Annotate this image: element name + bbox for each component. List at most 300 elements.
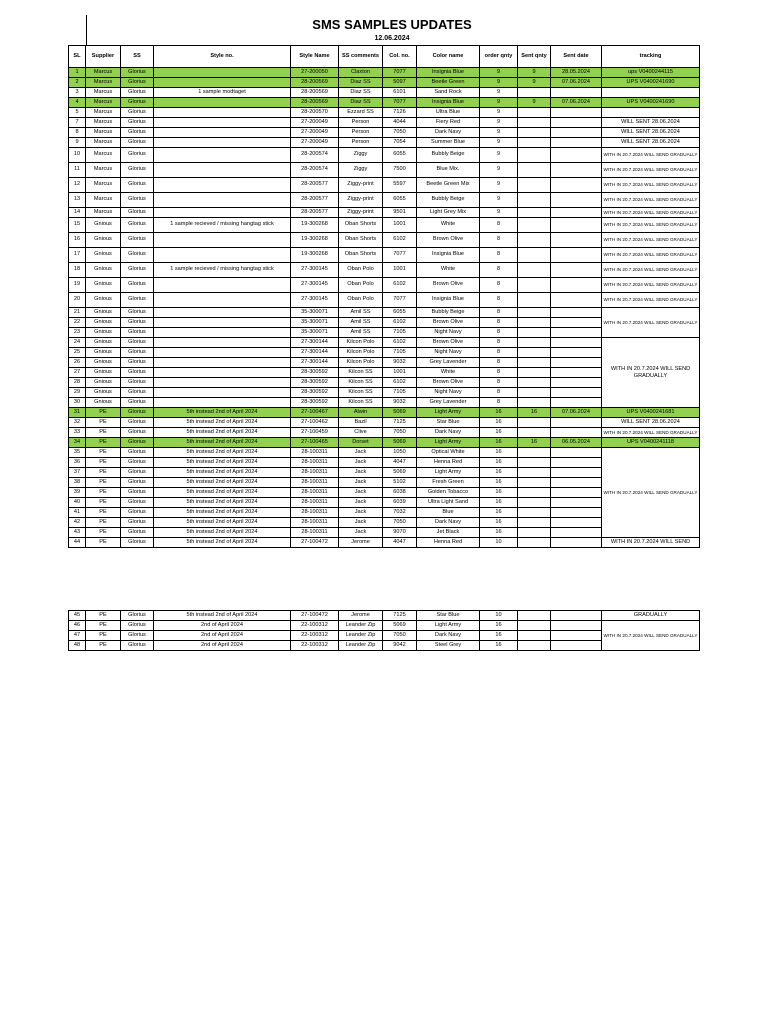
tracking-cell: WITH IN 20.7.2024 WILL SEND GRADUALLY <box>602 248 700 263</box>
sent-date-cell <box>551 108 602 118</box>
ss-cell: Glorius <box>121 248 154 263</box>
supplier-cell: PE <box>86 428 121 438</box>
ss-cell: Glorius <box>121 178 154 193</box>
style-name-cell: 27-300144 <box>291 348 339 358</box>
sl-cell: 8 <box>69 128 86 138</box>
color-name-cell: Beetle Green Mix <box>417 178 480 193</box>
table-row <box>69 193 700 208</box>
order-qnty-cell: 8 <box>480 233 518 248</box>
supplier-cell: Gnious <box>86 378 121 388</box>
sl-cell: 31 <box>69 408 86 418</box>
style-name-cell: 27-100472 <box>291 538 339 548</box>
ss-cell: Glorius <box>121 208 154 218</box>
sent-qnty-cell <box>518 88 551 98</box>
samples-table-continued <box>68 610 700 651</box>
color-name-cell: Brown Olive <box>417 378 480 388</box>
sent-date-cell <box>551 138 602 148</box>
style-no-cell <box>154 163 291 178</box>
ss-comments-cell: Claxton <box>339 68 383 78</box>
col-no-cell: 7077 <box>383 248 417 263</box>
order-qnty-cell: 9 <box>480 148 518 163</box>
ss-cell: Glorius <box>121 308 154 318</box>
supplier-cell: PE <box>86 498 121 508</box>
order-qnty-cell: 16 <box>480 468 518 478</box>
color-name-cell: Insignia Blue <box>417 293 480 308</box>
style-name-cell: 27-100467 <box>291 408 339 418</box>
sent-date-cell <box>551 308 602 318</box>
ss-comments-cell: Oban Shorts <box>339 218 383 233</box>
supplier-cell: PE <box>86 518 121 528</box>
order-qnty-cell: 16 <box>480 448 518 458</box>
sent-date-cell <box>551 118 602 128</box>
supplier-cell: Marcus <box>86 108 121 118</box>
style-no-cell <box>154 278 291 293</box>
order-qnty-cell: 8 <box>480 398 518 408</box>
order-qnty-cell: 8 <box>480 263 518 278</box>
sl-cell: 36 <box>69 458 86 468</box>
samples-table <box>68 45 700 548</box>
style-no-cell <box>154 358 291 368</box>
tracking-cell: UPS V0400241690 <box>602 98 700 108</box>
sent-qnty-cell <box>518 163 551 178</box>
sent-qnty-cell: 16 <box>518 408 551 418</box>
sent-date-cell: 06.05.2024 <box>551 438 602 448</box>
order-qnty-cell: 16 <box>480 428 518 438</box>
style-no-cell <box>154 138 291 148</box>
ss-comments-cell: Ziggy <box>339 148 383 163</box>
sent-qnty-cell <box>518 138 551 148</box>
tracking-cell: WITH IN 20.7.2024 WILL SEND GRADUALLY <box>602 448 700 538</box>
sl-cell: 23 <box>69 328 86 338</box>
sl-cell: 2 <box>69 78 86 88</box>
order-qnty-cell: 16 <box>480 508 518 518</box>
style-no-cell <box>154 328 291 338</box>
sl-cell: 40 <box>69 498 86 508</box>
supplier-cell: Gnious <box>86 398 121 408</box>
header-order-qnty: order qnty <box>480 46 518 68</box>
style-no-cell: 2nd of April 2024 <box>154 641 291 651</box>
color-name-cell: Light Army <box>417 438 480 448</box>
tracking-cell: WILL SENT 28.06.2024 <box>602 138 700 148</box>
order-qnty-cell: 16 <box>480 418 518 428</box>
color-name-cell: Henna Red <box>417 458 480 468</box>
table-row <box>69 98 700 108</box>
supplier-cell: Gnious <box>86 263 121 278</box>
style-no-cell <box>154 118 291 128</box>
table-row <box>69 78 700 88</box>
ss-comments-cell: Amil SS <box>339 328 383 338</box>
sent-date-cell <box>551 388 602 398</box>
style-no-cell <box>154 398 291 408</box>
col-no-cell: 6039 <box>383 498 417 508</box>
col-no-cell: 7050 <box>383 518 417 528</box>
sent-date-cell <box>551 498 602 508</box>
ss-comments-cell: Kilcon SS <box>339 388 383 398</box>
color-name-cell: Light Army <box>417 408 480 418</box>
supplier-cell: Marcus <box>86 208 121 218</box>
ss-cell: Glorius <box>121 458 154 468</box>
ss-comments-cell: Clive <box>339 428 383 438</box>
ss-comments-cell: Jack <box>339 518 383 528</box>
order-qnty-cell: 16 <box>480 498 518 508</box>
sent-qnty-cell <box>518 528 551 538</box>
sent-qnty-cell <box>518 518 551 528</box>
color-name-cell: Sand Rock <box>417 88 480 98</box>
tracking-cell: ups V0400244115 <box>602 68 700 78</box>
style-name-cell: 27-200049 <box>291 118 339 128</box>
supplier-cell: Marcus <box>86 138 121 148</box>
color-name-cell: Light Army <box>417 468 480 478</box>
col-no-cell: 5069 <box>383 468 417 478</box>
style-name-cell: 28-200577 <box>291 193 339 208</box>
ss-cell: Glorius <box>121 218 154 233</box>
col-no-cell: 6055 <box>383 308 417 318</box>
sent-qnty-cell <box>518 233 551 248</box>
sent-qnty-cell <box>518 208 551 218</box>
order-qnty-cell: 8 <box>480 278 518 293</box>
style-no-cell <box>154 368 291 378</box>
sent-qnty-cell <box>518 358 551 368</box>
color-name-cell: Insignia Blue <box>417 248 480 263</box>
ss-cell: Glorius <box>121 631 154 641</box>
sl-cell: 42 <box>69 518 86 528</box>
col-no-cell: 1001 <box>383 368 417 378</box>
sl-cell: 19 <box>69 278 86 293</box>
col-no-cell: 7050 <box>383 128 417 138</box>
sent-date-cell <box>551 163 602 178</box>
supplier-cell: Gnious <box>86 318 121 328</box>
sl-cell: 22 <box>69 318 86 328</box>
sl-cell: 16 <box>69 233 86 248</box>
sent-date-cell <box>551 631 602 641</box>
style-no-cell: 5th instead 2nd of April 2024 <box>154 508 291 518</box>
style-name-cell: 28-100311 <box>291 528 339 538</box>
style-no-cell: 5th instead 2nd of April 2024 <box>154 611 291 621</box>
ss-cell: Glorius <box>121 328 154 338</box>
col-no-cell: 7050 <box>383 428 417 438</box>
ss-comments-cell: Oban Polo <box>339 278 383 293</box>
ss-comments-cell: Jack <box>339 468 383 478</box>
style-name-cell: 35-300071 <box>291 328 339 338</box>
ss-cell: Glorius <box>121 438 154 448</box>
ss-comments-cell: Person <box>339 118 383 128</box>
order-qnty-cell: 16 <box>480 528 518 538</box>
style-name-cell: 28-300592 <box>291 368 339 378</box>
table-row <box>69 263 700 278</box>
ss-comments-cell: Kilcon SS <box>339 378 383 388</box>
sent-date-cell <box>551 448 602 458</box>
col-no-cell: 6102 <box>383 338 417 348</box>
style-no-cell: 5th instead 2nd of April 2024 <box>154 488 291 498</box>
ss-cell: Glorius <box>121 278 154 293</box>
style-name-cell: 28-200574 <box>291 163 339 178</box>
style-name-cell: 27-300145 <box>291 263 339 278</box>
order-qnty-cell: 16 <box>480 518 518 528</box>
sl-cell: 48 <box>69 641 86 651</box>
ss-cell: Glorius <box>121 408 154 418</box>
sent-date-cell <box>551 148 602 163</box>
sent-qnty-cell <box>518 263 551 278</box>
ss-comments-cell: Person <box>339 138 383 148</box>
style-name-cell: 22-100312 <box>291 641 339 651</box>
supplier-cell: PE <box>86 508 121 518</box>
tracking-cell: WITH IN 20.7.2024 WILL SEND GRADUALLY <box>602 148 700 163</box>
sent-date-cell <box>551 518 602 528</box>
ss-comments-cell: Oban Shorts <box>339 248 383 263</box>
table-row <box>69 148 700 163</box>
ss-comments-cell: Kilcon SS <box>339 398 383 408</box>
style-name-cell: 28-300592 <box>291 378 339 388</box>
col-no-cell: 7077 <box>383 293 417 308</box>
order-qnty-cell: 9 <box>480 78 518 88</box>
col-no-cell: 5597 <box>383 178 417 193</box>
sent-qnty-cell <box>518 348 551 358</box>
order-qnty-cell: 9 <box>480 98 518 108</box>
order-qnty-cell: 16 <box>480 438 518 448</box>
style-name-cell: 28-100311 <box>291 478 339 488</box>
sent-date-cell <box>551 293 602 308</box>
sl-cell: 9 <box>69 138 86 148</box>
style-no-cell <box>154 293 291 308</box>
sl-cell: 13 <box>69 193 86 208</box>
sent-date-cell <box>551 398 602 408</box>
ss-cell: Glorius <box>121 398 154 408</box>
style-no-cell: 5th instead 2nd of April 2024 <box>154 538 291 548</box>
sent-date-cell <box>551 278 602 293</box>
supplier-cell: PE <box>86 538 121 548</box>
supplier-cell: PE <box>86 528 121 538</box>
order-qnty-cell: 16 <box>480 478 518 488</box>
table-row <box>69 108 700 118</box>
sl-cell: 35 <box>69 448 86 458</box>
style-no-cell <box>154 248 291 263</box>
style-no-cell <box>154 338 291 348</box>
sent-qnty-cell <box>518 328 551 338</box>
color-name-cell: Summer Blue <box>417 138 480 148</box>
color-name-cell: Brown Olive <box>417 233 480 248</box>
col-no-cell: 6055 <box>383 148 417 163</box>
sent-date-cell <box>551 368 602 378</box>
ss-comments-cell: Ziggy-print <box>339 208 383 218</box>
style-name-cell: 27-200049 <box>291 138 339 148</box>
table-row <box>69 308 700 318</box>
order-qnty-cell: 10 <box>480 611 518 621</box>
style-name-cell: 27-300145 <box>291 278 339 293</box>
col-no-cell: 6055 <box>383 193 417 208</box>
style-name-cell: 28-200570 <box>291 108 339 118</box>
supplier-cell: PE <box>86 611 121 621</box>
supplier-cell: PE <box>86 448 121 458</box>
supplier-cell: Marcus <box>86 193 121 208</box>
sent-qnty-cell <box>518 248 551 263</box>
tracking-cell: WILL SENT 28.06.2024 <box>602 128 700 138</box>
ss-cell: Glorius <box>121 468 154 478</box>
col-no-cell: 7032 <box>383 508 417 518</box>
order-qnty-cell: 16 <box>480 621 518 631</box>
ss-comments-cell: Alwin <box>339 408 383 418</box>
table-row <box>69 293 700 308</box>
sent-date-cell <box>551 378 602 388</box>
table-row <box>69 138 700 148</box>
sent-qnty-cell <box>518 218 551 233</box>
color-name-cell: Star Blue <box>417 611 480 621</box>
header-style-no: Style no. <box>154 46 291 68</box>
ss-cell: Glorius <box>121 528 154 538</box>
col-no-cell: 1050 <box>383 448 417 458</box>
sent-date-cell <box>551 218 602 233</box>
table-row <box>69 448 700 458</box>
color-name-cell: White <box>417 218 480 233</box>
ss-cell: Glorius <box>121 388 154 398</box>
order-qnty-cell: 8 <box>480 293 518 308</box>
sl-cell: 30 <box>69 398 86 408</box>
col-no-cell: 9501 <box>383 208 417 218</box>
ss-cell: Glorius <box>121 348 154 358</box>
sent-date-cell: 07.06.2024 <box>551 78 602 88</box>
ss-comments-cell: Jack <box>339 458 383 468</box>
sl-cell: 28 <box>69 378 86 388</box>
style-name-cell: 19-300268 <box>291 218 339 233</box>
color-name-cell: Light Army <box>417 621 480 631</box>
sent-date-cell <box>551 208 602 218</box>
tracking-cell: WITH IN 20.7.2024 WILL SEND GRADUALLY <box>602 621 700 651</box>
ss-comments-cell: Oban Polo <box>339 263 383 278</box>
color-name-cell: Brown Olive <box>417 278 480 293</box>
style-name-cell: 28-200574 <box>291 148 339 163</box>
sent-date-cell <box>551 478 602 488</box>
ss-cell: Glorius <box>121 138 154 148</box>
order-qnty-cell: 8 <box>480 348 518 358</box>
ss-comments-cell: Bazil <box>339 418 383 428</box>
supplier-cell: PE <box>86 418 121 428</box>
style-no-cell: 5th instead 2nd of April 2024 <box>154 458 291 468</box>
sent-qnty-cell <box>518 293 551 308</box>
sent-date-cell <box>551 488 602 498</box>
order-qnty-cell: 9 <box>480 118 518 128</box>
order-qnty-cell: 9 <box>480 208 518 218</box>
supplier-cell: Gnious <box>86 308 121 318</box>
sent-qnty-cell <box>518 118 551 128</box>
supplier-cell: PE <box>86 488 121 498</box>
style-name-cell: 28-100311 <box>291 488 339 498</box>
sent-date-cell <box>551 178 602 193</box>
style-name-cell: 28-200577 <box>291 208 339 218</box>
ss-comments-cell: Jack <box>339 488 383 498</box>
ss-cell: Glorius <box>121 368 154 378</box>
ss-cell: Glorius <box>121 118 154 128</box>
supplier-cell: PE <box>86 621 121 631</box>
style-no-cell <box>154 378 291 388</box>
table-row <box>69 208 700 218</box>
color-name-cell: Dark Navy <box>417 631 480 641</box>
tracking-cell: WITH IN 20.7.2024 WILL SEND GRADUALLY <box>602 428 700 438</box>
color-name-cell: Bubbly Beige <box>417 193 480 208</box>
ss-comments-cell: Jerome <box>339 611 383 621</box>
sent-date-cell <box>551 128 602 138</box>
style-no-cell <box>154 148 291 163</box>
col-no-cell: 9032 <box>383 398 417 408</box>
style-name-cell: 19-300268 <box>291 248 339 263</box>
col-no-cell: 7054 <box>383 138 417 148</box>
style-no-cell: 5th instead 2nd of April 2024 <box>154 478 291 488</box>
header-sl: SL <box>69 46 86 68</box>
style-name-cell: 27-100459 <box>291 428 339 438</box>
tracking-cell <box>602 88 700 98</box>
sl-cell: 21 <box>69 308 86 318</box>
ss-cell: Glorius <box>121 611 154 621</box>
ss-cell: Glorius <box>121 358 154 368</box>
col-no-cell: 5069 <box>383 408 417 418</box>
ss-comments-cell: Kilcon SS <box>339 368 383 378</box>
ss-cell: Glorius <box>121 488 154 498</box>
style-name-cell: 28-100311 <box>291 448 339 458</box>
col-no-cell: 9032 <box>383 358 417 368</box>
order-qnty-cell: 8 <box>480 308 518 318</box>
sent-date-cell <box>551 318 602 328</box>
col-no-cell: 6102 <box>383 278 417 293</box>
style-name-cell: 27-100462 <box>291 418 339 428</box>
order-qnty-cell: 16 <box>480 641 518 651</box>
col-no-cell: 7050 <box>383 631 417 641</box>
ss-cell: Glorius <box>121 498 154 508</box>
sent-qnty-cell <box>518 178 551 193</box>
ss-cell: Glorius <box>121 428 154 438</box>
ss-comments-cell: Jerome <box>339 538 383 548</box>
tracking-cell: WITH IN 20.7.2024 WILL SEND GRADUALLY <box>602 338 700 408</box>
ss-cell: Glorius <box>121 88 154 98</box>
sent-qnty-cell <box>518 368 551 378</box>
style-name-cell: 28-200569 <box>291 78 339 88</box>
ss-cell: Glorius <box>121 98 154 108</box>
sent-qnty-cell <box>518 108 551 118</box>
style-no-cell <box>154 178 291 193</box>
col-no-cell: 6101 <box>383 88 417 98</box>
order-qnty-cell: 8 <box>480 388 518 398</box>
ss-cell: Glorius <box>121 193 154 208</box>
style-name-cell: 28-300592 <box>291 398 339 408</box>
sl-cell: 38 <box>69 478 86 488</box>
sl-cell: 17 <box>69 248 86 263</box>
color-name-cell: Insignia Blue <box>417 98 480 108</box>
ss-cell: Glorius <box>121 128 154 138</box>
ss-cell: Glorius <box>121 108 154 118</box>
col-no-cell: 4044 <box>383 118 417 128</box>
order-qnty-cell: 8 <box>480 378 518 388</box>
col-no-cell: 7126 <box>383 108 417 118</box>
sent-date-cell <box>551 248 602 263</box>
color-name-cell: Grey Lavender <box>417 398 480 408</box>
sent-qnty-cell: 16 <box>518 438 551 448</box>
tracking-cell: UPS V0400241118 <box>602 438 700 448</box>
sent-date-cell <box>551 263 602 278</box>
col-no-cell: 7125 <box>383 418 417 428</box>
supplier-cell: Gnious <box>86 293 121 308</box>
color-name-cell: Golden Tobacco <box>417 488 480 498</box>
order-qnty-cell: 9 <box>480 108 518 118</box>
style-no-cell: 5th instead 2nd of April 2024 <box>154 448 291 458</box>
color-name-cell: Insignia Blue <box>417 68 480 78</box>
supplier-cell: Marcus <box>86 98 121 108</box>
sheet-date: 12.06.2024 <box>374 35 410 42</box>
order-qnty-cell: 9 <box>480 178 518 193</box>
table-body <box>69 68 700 548</box>
color-name-cell: Ultra Blue <box>417 108 480 118</box>
tracking-cell: GRADUALLY <box>602 611 700 621</box>
style-no-cell <box>154 68 291 78</box>
sent-date-cell <box>551 641 602 651</box>
ss-comments-cell: Leander Zip <box>339 621 383 631</box>
order-qnty-cell: 16 <box>480 458 518 468</box>
